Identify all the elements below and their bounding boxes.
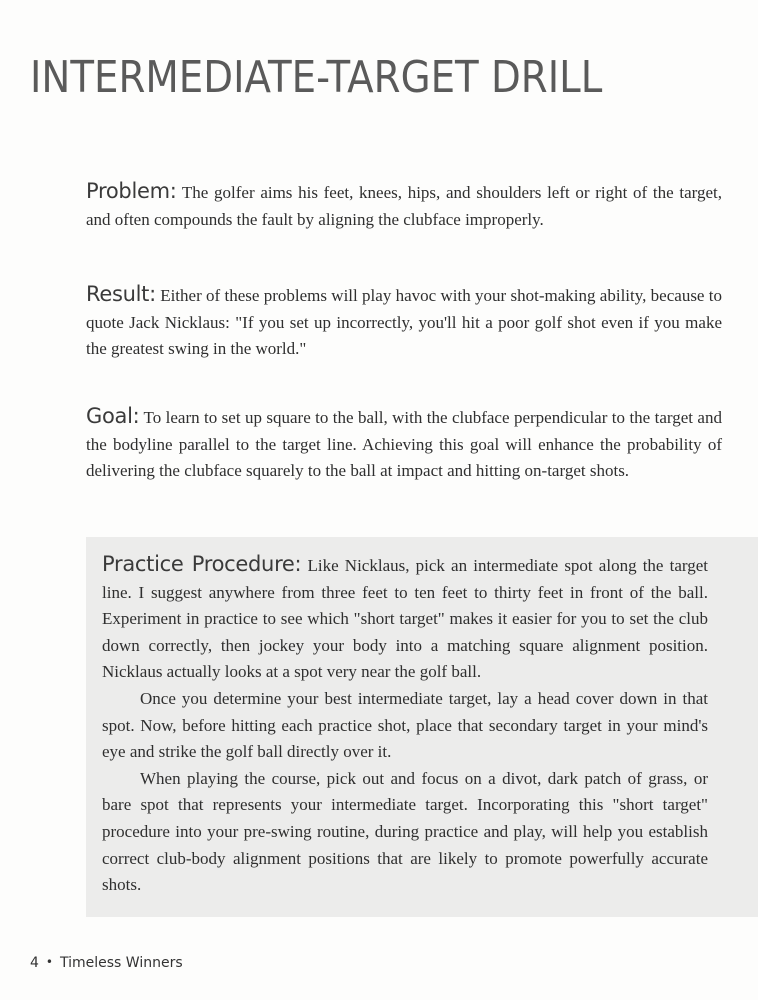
problem-section	[86, 178, 722, 233]
practice-paragraph-2: Once you determine your best intermediate target, lay a head cover down in that spot. Now, before hitting each practice shot, place that secondary target in your mind's eye and strike the golf ball directly over it.	[102, 688, 708, 762]
practice-paragraph-1-text: Like Nicklaus, pick an intermediate spot along the target line. I suggest anywhere from three feet to ten feet to thirty feet in front of the ball. Experiment in practice to see which "short target" makes it easier for you to set the club down correctly, then jockey your body into a matching square alignment position. Nicklaus actually looks at a spot very near the golf ball.	[102, 556, 709, 682]
page-footer	[30, 955, 183, 971]
footer-separator: •	[45, 955, 53, 969]
practice-label: Practice Procedure:	[102, 552, 302, 576]
page-number: 4	[30, 955, 39, 971]
practice-procedure-box	[86, 537, 758, 917]
problem-text: The golfer aims his feet, knees, hips, and shoulders left or right of the target, and often compounds the fault by aligning the clubface improperly.	[86, 183, 722, 229]
goal-label: Goal:	[86, 404, 140, 428]
book-title: Timeless Winners	[60, 955, 183, 971]
goal-section	[86, 403, 722, 485]
goal-text: To learn to set up square to the ball, with the clubface perpendicular to the target and the bodyline parallel to the target line. Achieving this goal will enhance the probability of delivering the clubface squarely to the ball at impact and hitting on-target shots.	[86, 408, 722, 480]
practice-procedure-text	[102, 551, 708, 899]
problem-label: Problem:	[86, 179, 177, 203]
page-title: INTERMEDIATE-TARGET DRILL	[30, 52, 603, 103]
result-text: Either of these problems will play havoc with your shot-making ability, because to quote Jack Nicklaus: "If you set up incorrectly, you'll hit a poor golf shot even if you make the greatest swing in the world."	[86, 286, 723, 358]
practice-paragraph-3: When playing the course, pick out and focus on a divot, dark patch of grass, or bare spot that represents your intermediate target. Incorporating this "short target" procedure into your pre-swing routine, during practice and play, will help you establish correct club-body alignment positions that are likely to promote powerfully accurate shots.	[102, 768, 708, 895]
practice-paragraph-1	[102, 551, 708, 686]
result-label: Result:	[86, 282, 156, 306]
result-section	[86, 281, 722, 363]
